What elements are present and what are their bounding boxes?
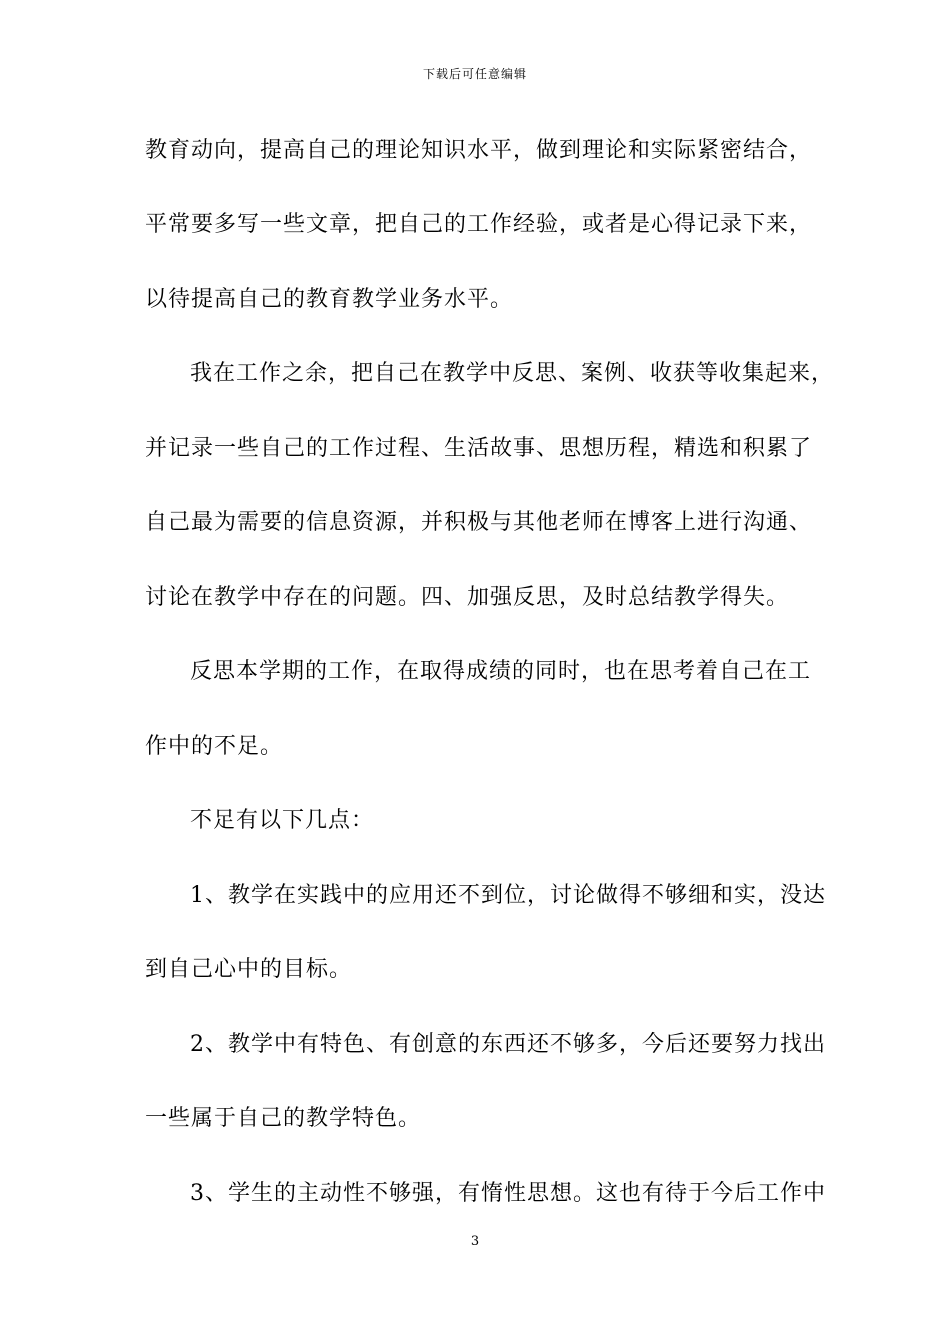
body-line: 到自己心中的目标。 <box>145 957 353 982</box>
body-line: 讨论在教学中存在的问题。四、加强反思，及时总结教学得失。 <box>145 585 790 610</box>
body-line: 不足有以下几点： <box>190 808 375 833</box>
body-line: 作中的不足。 <box>145 734 284 759</box>
body-line: 3、学生的主动性不够强，有惰性思想。这也有待于今后工作中 <box>190 1181 826 1206</box>
page-header: 下载后可任意编辑 <box>422 67 527 81</box>
page-number: 3 <box>470 1234 480 1249</box>
body-line: 2、教学中有特色、有创意的东西还不够多，今后还要努力找出 <box>190 1032 826 1057</box>
body-line: 教育动向，提高自己的理论知识水平，做到理论和实际紧密结合， <box>145 138 813 163</box>
body-line: 1、教学在实践中的应用还不到位，讨论做得不够细和实，没达 <box>190 883 826 908</box>
body-line: 一些属于自己的教学特色。 <box>145 1106 422 1131</box>
body-line: 平常要多写一些文章，把自己的工作经验，或者是心得记录下来， <box>145 212 813 237</box>
body-line: 以待提高自己的教育教学业务水平。 <box>145 287 514 312</box>
body-line: 并记录一些自己的工作过程、生活故事、思想历程，精选和积累了 <box>145 436 813 461</box>
body-line: 我在工作之余，把自己在教学中反思、案例、收获等收集起来， <box>190 361 835 386</box>
body-line: 自己最为需要的信息资源，并积极与其他老师在博客上进行沟通、 <box>145 510 813 535</box>
body-line: 反思本学期的工作，在取得成绩的同时，也在思考着自己在工 <box>190 659 812 684</box>
